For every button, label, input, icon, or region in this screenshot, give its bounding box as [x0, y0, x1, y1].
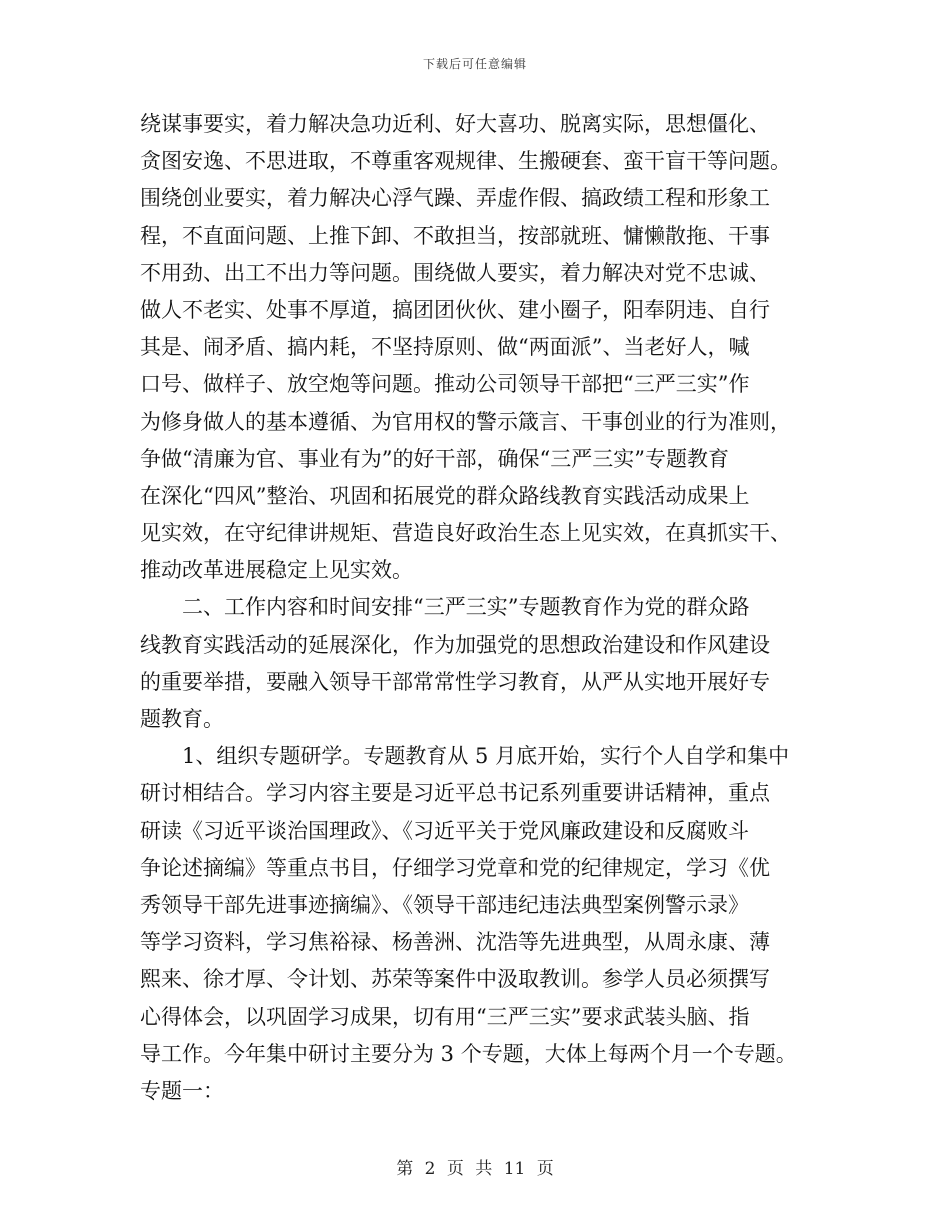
body-line: 见实效，在守纪律讲规矩、营造良好政治生态上见实效，在真抓实干、 [140, 521, 791, 546]
body-line: 做人不老实、处事不厚道，搞团团伙伙、建小圈子，阳奉阴违、自行 [140, 297, 770, 322]
body-line: 的重要举措，要融入领导干部常常性学习教育，从严从实地开展好专 [140, 669, 770, 694]
subsection-heading-line: 1、组织专题研学。专题教育从 5 月底开始，实行个人自学和集中 [182, 744, 790, 769]
body-line: 线教育实践活动的延展深化，作为加强党的思想政治建设和作风建设 [140, 632, 770, 657]
body-line: 研讨相结合。学习内容主要是习近平总书记系列重要讲话精神，重点 [140, 781, 770, 806]
body-line: 题教育。 [140, 707, 224, 731]
body-line: 程，不直面问题、上推下卸、不敢担当，按部就班、慵懒散拖、干事 [140, 223, 770, 248]
body-line: 不用劲、出工不出力等问题。围绕做人要实，着力解决对党不忠诚、 [140, 260, 770, 285]
section-heading-line: 二、工作内容和时间安排“三严三实”专题教育作为党的群众路 [182, 595, 750, 620]
body-line: 贪图安逸、不思进取，不尊重客观规律、生搬硬套、蛮干盲干等问题。 [140, 149, 791, 174]
body-line: 秀领导干部先进事迹摘编》、《领导干部违纪违法典型案例警示录》 [140, 892, 749, 917]
body-line: 导工作。今年集中研讨主要分为 3 个专题，大体上每两个月一个专题。 [140, 1041, 797, 1066]
body-line: 推动改革进展稳定上见实效。 [140, 558, 413, 583]
document-body [140, 106, 810, 1110]
body-line: 争论述摘编》等重点书目，仔细学习党章和党的纪律规定，学习《优 [140, 855, 770, 880]
page-number-footer: 第 2 页 共 11 页 [396, 1159, 554, 1179]
body-line: 等学习资料，学习焦裕禄、杨善洲、沈浩等先进典型，从周永康、薄 [140, 930, 770, 955]
body-line: 心得体会，以巩固学习成果，切有用“三严三实”要求武装头脑、指 [140, 1004, 750, 1029]
body-line: 在深化“四风”整治、巩固和拓展党的群众路线教育实践活动成果上 [140, 483, 750, 508]
body-line: 争做“清廉为官、事业有为”的好干部，确保“三严三实”专题教育 [140, 446, 729, 471]
body-line: 为修身做人的基本遵循、为官用权的警示箴言、干事创业的行为准则， [140, 409, 791, 434]
body-line: 绕谋事要实，着力解决急功近利、好大喜功、脱离实际，思想僵化、 [140, 112, 770, 136]
page-header: 下载后可任意编辑 [422, 57, 527, 71]
body-line: 研读《习近平谈治国理政》、《习近平关于党风廉政建设和反腐败斗 [140, 818, 749, 843]
body-line: 专题一： [140, 1078, 224, 1103]
body-line: 口号、做样子、放空炮等问题。推动公司领导干部把“三严三实”作 [140, 372, 750, 397]
body-line: 熙来、徐才厚、令计划、苏荣等案件中汲取教训。参学人员必须撰写 [140, 967, 770, 992]
body-line: 其是、闹矛盾、搞内耗，不坚持原则、做“两面派”、当老好人，喊 [140, 335, 750, 360]
body-line: 围绕创业要实，着力解决心浮气躁、弄虚作假、搞政绩工程和形象工 [140, 186, 770, 211]
